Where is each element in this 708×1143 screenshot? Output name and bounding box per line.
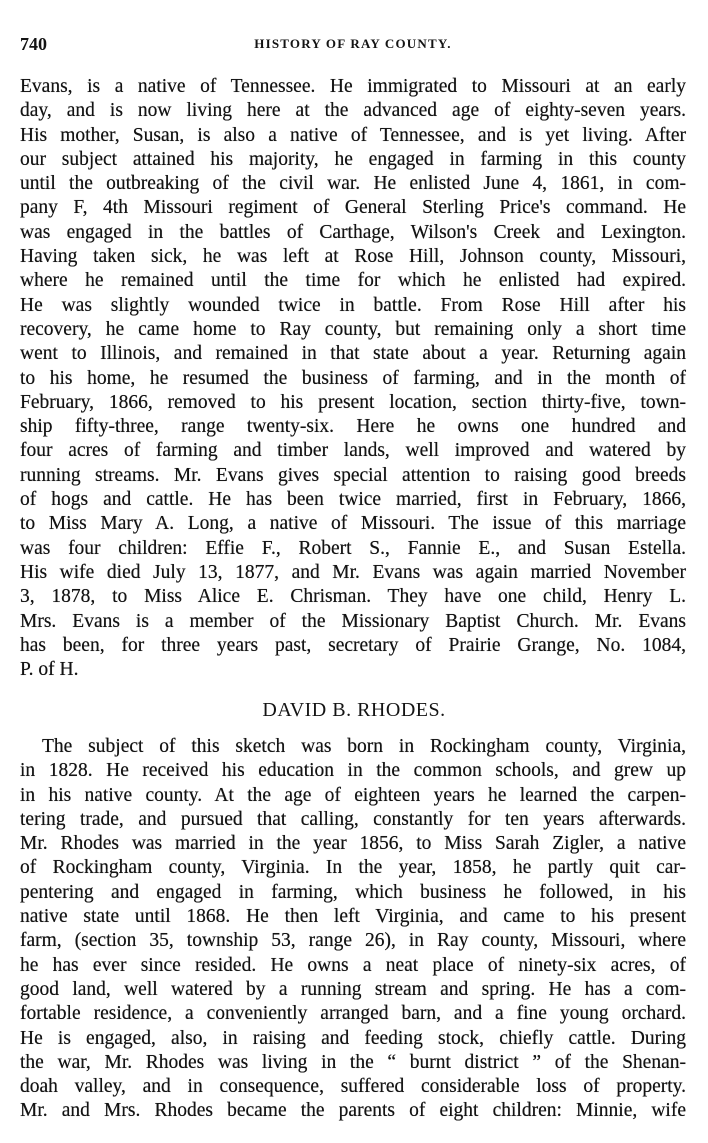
text-line: tering trade, and pursued that calling, constantly for ten years afterwards. [20, 808, 686, 830]
text-line: was four children: Effie F., Robert S., Fannie E., and Susan Estella. [20, 537, 686, 559]
text-line: 3, 1878, to Miss Alice E. Chrisman. They have one child, Henry L. [20, 586, 686, 608]
text-line: where he remained until the time for which he enlisted had expired. [20, 270, 686, 292]
section-heading: DAVID B. RHODES. [262, 699, 446, 721]
text-line: His wife died July 13, 1877, and Mr. Evans was again married November [20, 561, 686, 583]
text-line: in his native county. At the age of eighteen years he learned the carpen- [20, 784, 686, 806]
text-line: pentering and engaged in farming, which business he followed, in his [20, 881, 686, 903]
text-line: good land, well watered by a running stream and spring. He has a com- [20, 978, 686, 1000]
text-line: Evans, is a native of Tennessee. He immigrated to Missouri at an early [20, 76, 686, 97]
text-line: the war, Mr. Rhodes was living in the “ burnt district ” of the Shenan- [20, 1051, 686, 1073]
text-line: February, 1866, removed to his present location, section thirty-five, town- [20, 391, 686, 413]
text-line: until the outbreaking of the civil war. He enlisted June 4, 1861, in com- [20, 173, 686, 195]
text-line: He is engaged, also, in raising and feeding stock, chiefly cattle. During [20, 1027, 686, 1049]
text-line: four acres of farming and timber lands, well improved and watered by [20, 440, 686, 462]
text-line: went to Illinois, and remained in that state about a year. Returning again [20, 343, 686, 365]
text-line: in 1828. He received his education in the common schools, and grew up [20, 760, 686, 782]
text-line: The subject of this sketch was born in Rockingham county, Virginia, [42, 736, 686, 757]
text-line: recovery, he came home to Ray county, but remaining only a short time [20, 318, 686, 340]
text-line: Mr. Rhodes was married in the year 1856, to Miss Sarah Zigler, a native [20, 833, 686, 855]
text-line: of hogs and cattle. He has been twice married, first in February, 1866, [20, 489, 686, 511]
text-line: farm, (section 35, township 53, range 26), in Ray county, Missouri, where [20, 930, 686, 952]
text-line: to his home, he resumed the business of farming, and in the month of [20, 367, 686, 389]
page-header [20, 34, 686, 58]
text-line: P. of H. [20, 659, 79, 681]
text-line: pany F, 4th Missouri regiment of General Sterling Price's command. He [20, 197, 686, 219]
running-title: HISTORY OF RAY COUNTY. [254, 36, 452, 51]
text-line: of Rockingham county, Virginia. In the year, 1858, he partly quit car- [20, 857, 686, 879]
text-line: He was slightly wounded twice in battle. From Rose Hill after his [20, 294, 686, 316]
paragraph-david-rhodes [20, 735, 686, 1124]
text-line: ship fifty-three, range twenty-six. Here he owns one hundred and [20, 416, 686, 438]
text-line: was engaged in the battles of Carthage, Wilson's Creek and Lexington. [20, 221, 686, 243]
text-line: doah valley, and in consequence, suffered considerable loss of property. [20, 1076, 686, 1098]
text-line: to Miss Mary A. Long, a native of Missouri. The issue of this marriage [20, 513, 686, 535]
text-line: Having taken sick, he was left at Rose Hill, Johnson county, Missouri, [20, 246, 686, 268]
text-line: native state until 1868. He then left Virginia, and came to his present [20, 906, 686, 928]
text-line: fortable residence, a conveniently arranged barn, and a fine young orchard. [20, 1003, 686, 1025]
text-line: he has ever since resided. He owns a neat place of ninety-six acres, of [20, 954, 686, 976]
text-line: running streams. Mr. Evans gives special attention to raising good breeds [20, 464, 686, 486]
page-number: 740 [20, 34, 47, 54]
text-line: day, and is now living here at the advanced age of eighty-seven years. [20, 100, 686, 122]
paragraph-evans-continued [20, 75, 686, 682]
text-line: His mother, Susan, is also a native of Tennessee, and is yet living. After [20, 124, 686, 146]
text-line: Mrs. Evans is a member of the Missionary Baptist Church. Mr. Evans [20, 610, 686, 632]
text-line: has been, for three years past, secretary of Prairie Grange, No. 1084, [20, 634, 686, 656]
text-line: Mr. and Mrs. Rhodes became the parents of eight children: Minnie, wife [20, 1100, 686, 1122]
text-line: our subject attained his majority, he engaged in farming in this county [20, 148, 686, 170]
